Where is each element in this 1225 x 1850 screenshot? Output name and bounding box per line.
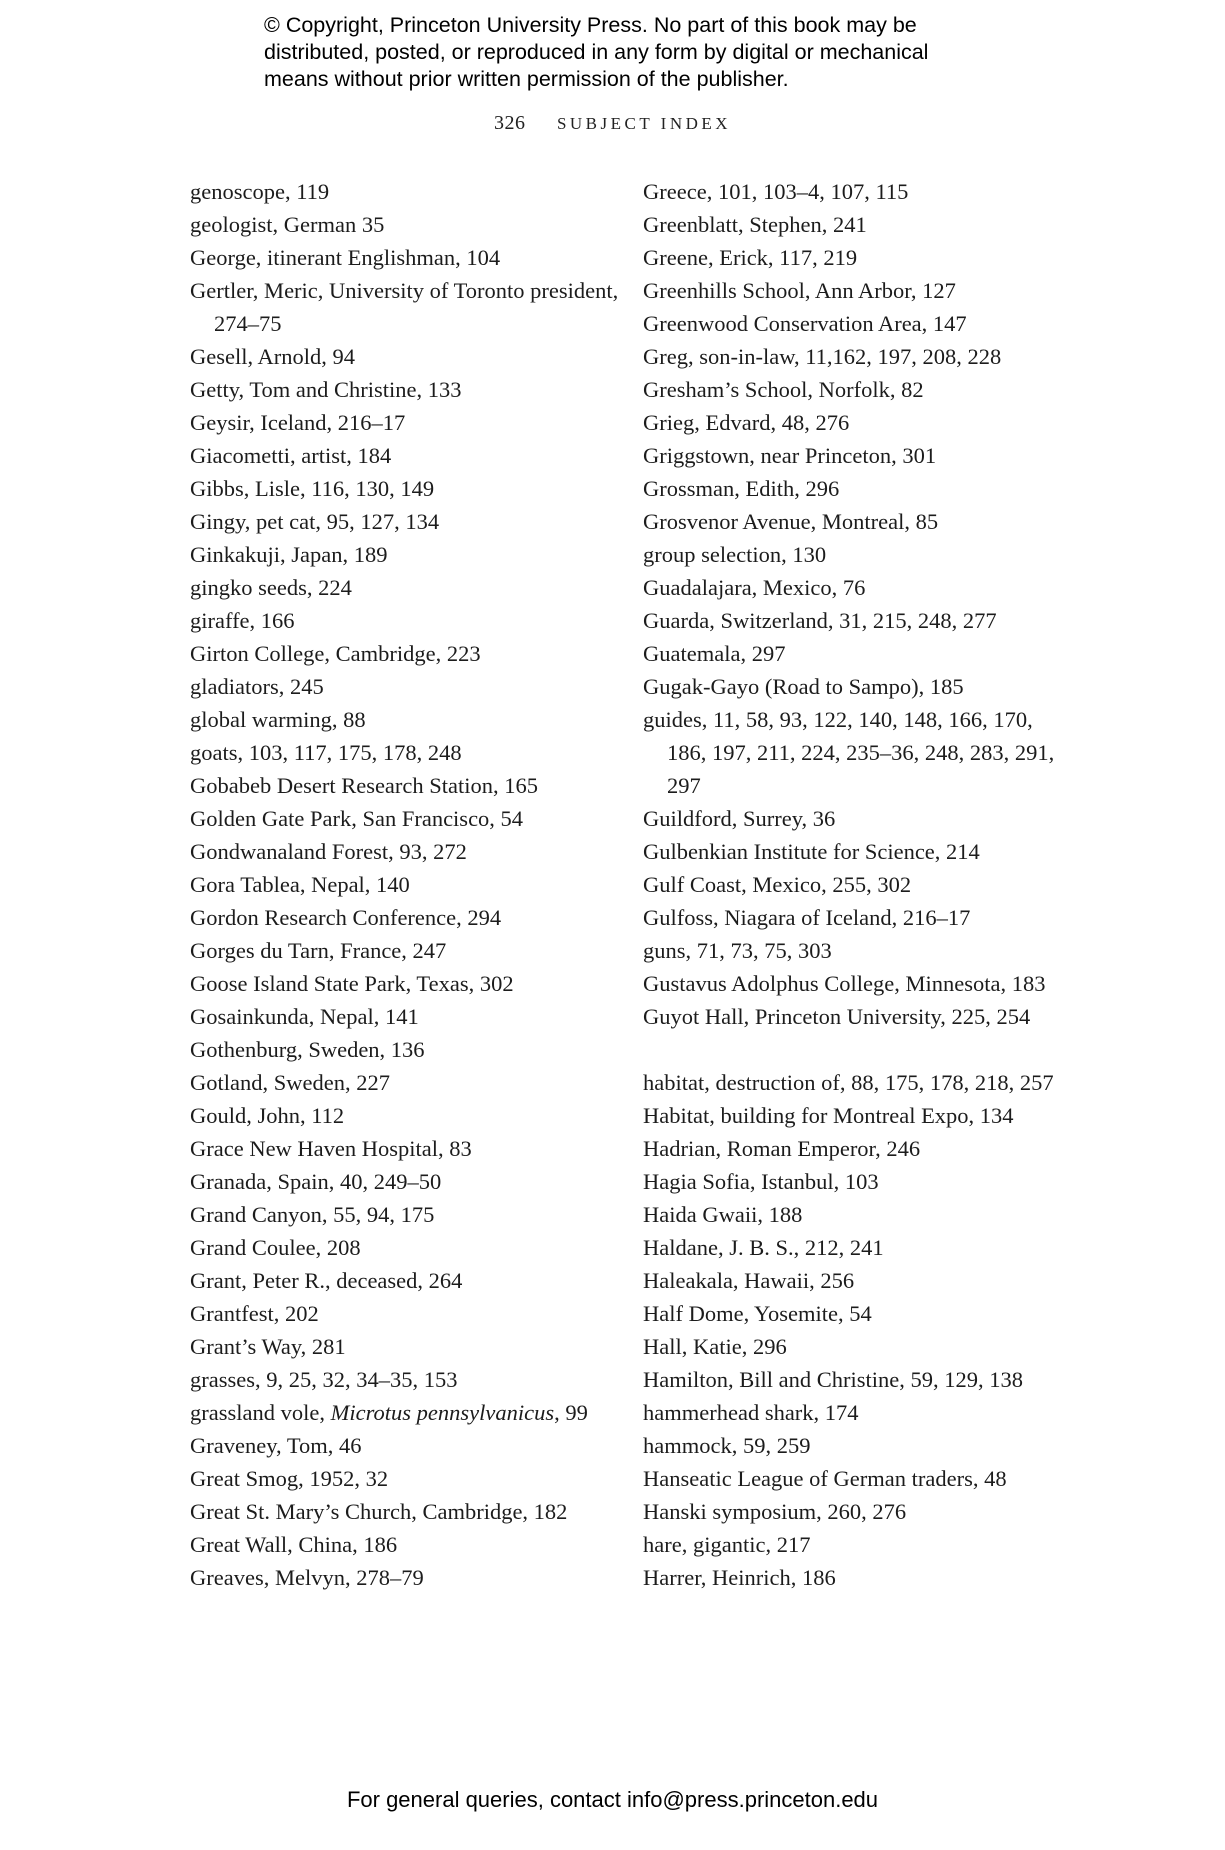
index-entry: Gotland, Sweden, 227 [190,1070,390,1095]
page-title: SUBJECT INDEX [556,114,732,133]
index-entry: gingko seeds, 224 [190,575,352,600]
index-entry: Giacometti, artist, 184 [190,443,392,468]
index-entry: genoscope, 119 [190,179,330,204]
index-entry: George, itinerant Englishman, 104 [190,245,501,270]
index-entry: Gora Tablea, Nepal, 140 [190,872,410,897]
index-entry: Greg, son-in-law, 11,162, 197, 208, 228 [643,344,1002,369]
index-entry: Hanseatic League of German traders, 48 [643,1466,1007,1491]
index-entry: Gresham’s School, Norfolk, 82 [643,377,924,402]
index-entry: geologist, German 35 [190,212,385,237]
index-entry: Hanski symposium, 260, 276 [643,1499,907,1524]
index-entry: Grantfest, 202 [190,1301,319,1326]
index-entry: Guadalajara, Mexico, 76 [643,575,866,600]
index-entry: Gertler, Meric, University of Toronto president, 274–75 [190,278,619,336]
index-entry: Grand Canyon, 55, 94, 175 [190,1202,435,1227]
index-entry: Gingy, pet cat, 95, 127, 134 [190,509,440,534]
index-entry: Greenhills School, Ann Arbor, 127 [643,278,956,303]
index-entry: Hadrian, Roman Emperor, 246 [643,1136,921,1161]
index-entry: Greene, Erick, 117, 219 [643,245,858,270]
index-entry: Grace New Haven Hospital, 83 [190,1136,472,1161]
index-entry: goats, 103, 117, 175, 178, 248 [190,740,462,765]
index-entry: Hamilton, Bill and Christine, 59, 129, 138 [643,1367,1023,1392]
index-entry: Gobabeb Desert Research Station, 165 [190,773,539,798]
index-entry: Hagia Sofia, Istanbul, 103 [643,1169,879,1194]
index-entry: Gosainkunda, Nepal, 141 [190,1004,419,1029]
index-entry: Guyot Hall, Princeton University, 225, 254 [643,1004,1031,1029]
index-entry: Greaves, Melvyn, 278–79 [190,1565,424,1590]
index-entry: Ginkakuji, Japan, 189 [190,542,388,567]
index-entry: Gulfoss, Niagara of Iceland, 216–17 [643,905,971,930]
index-entry: Gulf Coast, Mexico, 255, 302 [643,872,912,897]
index-entry: Gorges du Tarn, France, 247 [190,938,447,963]
copyright-line: distributed, posted, or reproduced in any form by digital or mechanical [264,40,929,64]
index-entry: Greenwood Conservation Area, 147 [643,311,967,336]
index-entry: Goose Island State Park, Texas, 302 [190,971,514,996]
index-entry: Grand Coulee, 208 [190,1235,361,1260]
index-entry: hammock, 59, 259 [643,1433,811,1458]
index-entry: Gulbenkian Institute for Science, 214 [643,839,980,864]
index-entry: Grieg, Edvard, 48, 276 [643,410,850,435]
index-entry: grassland vole, Microtus pennsylvanicus, 99 [190,1400,588,1425]
index-entry: guns, 71, 73, 75, 303 [643,938,832,963]
index-entry: Habitat, building for Montreal Expo, 134 [643,1103,1014,1128]
footer-contact: For general queries, contact info@press.princeton.edu [346,1787,879,1812]
index-entry: Gordon Research Conference, 294 [190,905,502,930]
index-entry: Guatemala, 297 [643,641,786,666]
index-entry: Great Smog, 1952, 32 [190,1466,389,1491]
index-column-left [190,175,620,1594]
running-head [0,112,1225,135]
index-entry: Haleakala, Hawaii, 256 [643,1268,855,1293]
index-entry: hare, gigantic, 217 [643,1532,811,1557]
index-entry: Grant, Peter R., deceased, 264 [190,1268,463,1293]
index-entry: global warming, 88 [190,707,366,732]
index-column-right [643,175,1063,1594]
index-entry: Griggstown, near Princeton, 301 [643,443,937,468]
index-entry: Graveney, Tom, 46 [190,1433,362,1458]
index-entry: Great St. Mary’s Church, Cambridge, 182 [190,1499,568,1524]
index-entry: Guildford, Surrey, 36 [643,806,836,831]
index-entry: Greece, 101, 103–4, 107, 115 [643,179,909,204]
page-number: 326 [493,112,526,134]
index-entry: Great Wall, China, 186 [190,1532,398,1557]
index-entry: Gould, John, 112 [190,1103,345,1128]
index-entry: Haida Gwaii, 188 [643,1202,803,1227]
index-entry: Half Dome, Yosemite, 54 [643,1301,872,1326]
index-entry: habitat, destruction of, 88, 175, 178, 218, 257 [643,1070,1054,1095]
index-entry: Guarda, Switzerland, 31, 215, 248, 277 [643,608,997,633]
index-entry: Haldane, J. B. S., 212, 241 [643,1235,884,1260]
index-entry: Gondwanaland Forest, 93, 272 [190,839,467,864]
index-entry: grasses, 9, 25, 32, 34–35, 153 [190,1367,458,1392]
copyright-notice [264,12,1024,93]
index-entry: Hall, Katie, 296 [643,1334,787,1359]
index-entry: Greenblatt, Stephen, 241 [643,212,867,237]
index-entry: group selection, 130 [643,542,827,567]
index-entry: Geysir, Iceland, 216–17 [190,410,406,435]
index-entry: giraffe, 166 [190,608,295,633]
index-entry: Granada, Spain, 40, 249–50 [190,1169,442,1194]
index-entry: Grossman, Edith, 296 [643,476,840,501]
index-entry: Girton College, Cambridge, 223 [190,641,481,666]
copyright-line: means without prior written permission of the publisher. [264,67,789,91]
index-entry: hammerhead shark, 174 [643,1400,859,1425]
index-entry: Harrer, Heinrich, 186 [643,1565,836,1590]
index-entry: gladiators, 245 [190,674,324,699]
copyright-line: © Copyright, Princeton University Press. No part of this book may be [264,13,917,37]
index-entry: Gesell, Arnold, 94 [190,344,355,369]
index-entry: Gibbs, Lisle, 116, 130, 149 [190,476,435,501]
index-entry: guides, 11, 58, 93, 122, 140, 148, 166, 170, 186, 197, 211, 224, 235–36, 248, 283, 291, 297 [643,707,1055,798]
index-entry: Grant’s Way, 281 [190,1334,346,1359]
index-entry: Getty, Tom and Christine, 133 [190,377,462,402]
index-entry: Gugak-Gayo (Road to Sampo), 185 [643,674,964,699]
index-entry: Grosvenor Avenue, Montreal, 85 [643,509,939,534]
index-entry: Golden Gate Park, San Francisco, 54 [190,806,524,831]
index-entry: Gustavus Adolphus College, Minnesota, 183 [643,971,1046,996]
index-entry: Gothenburg, Sweden, 136 [190,1037,425,1062]
